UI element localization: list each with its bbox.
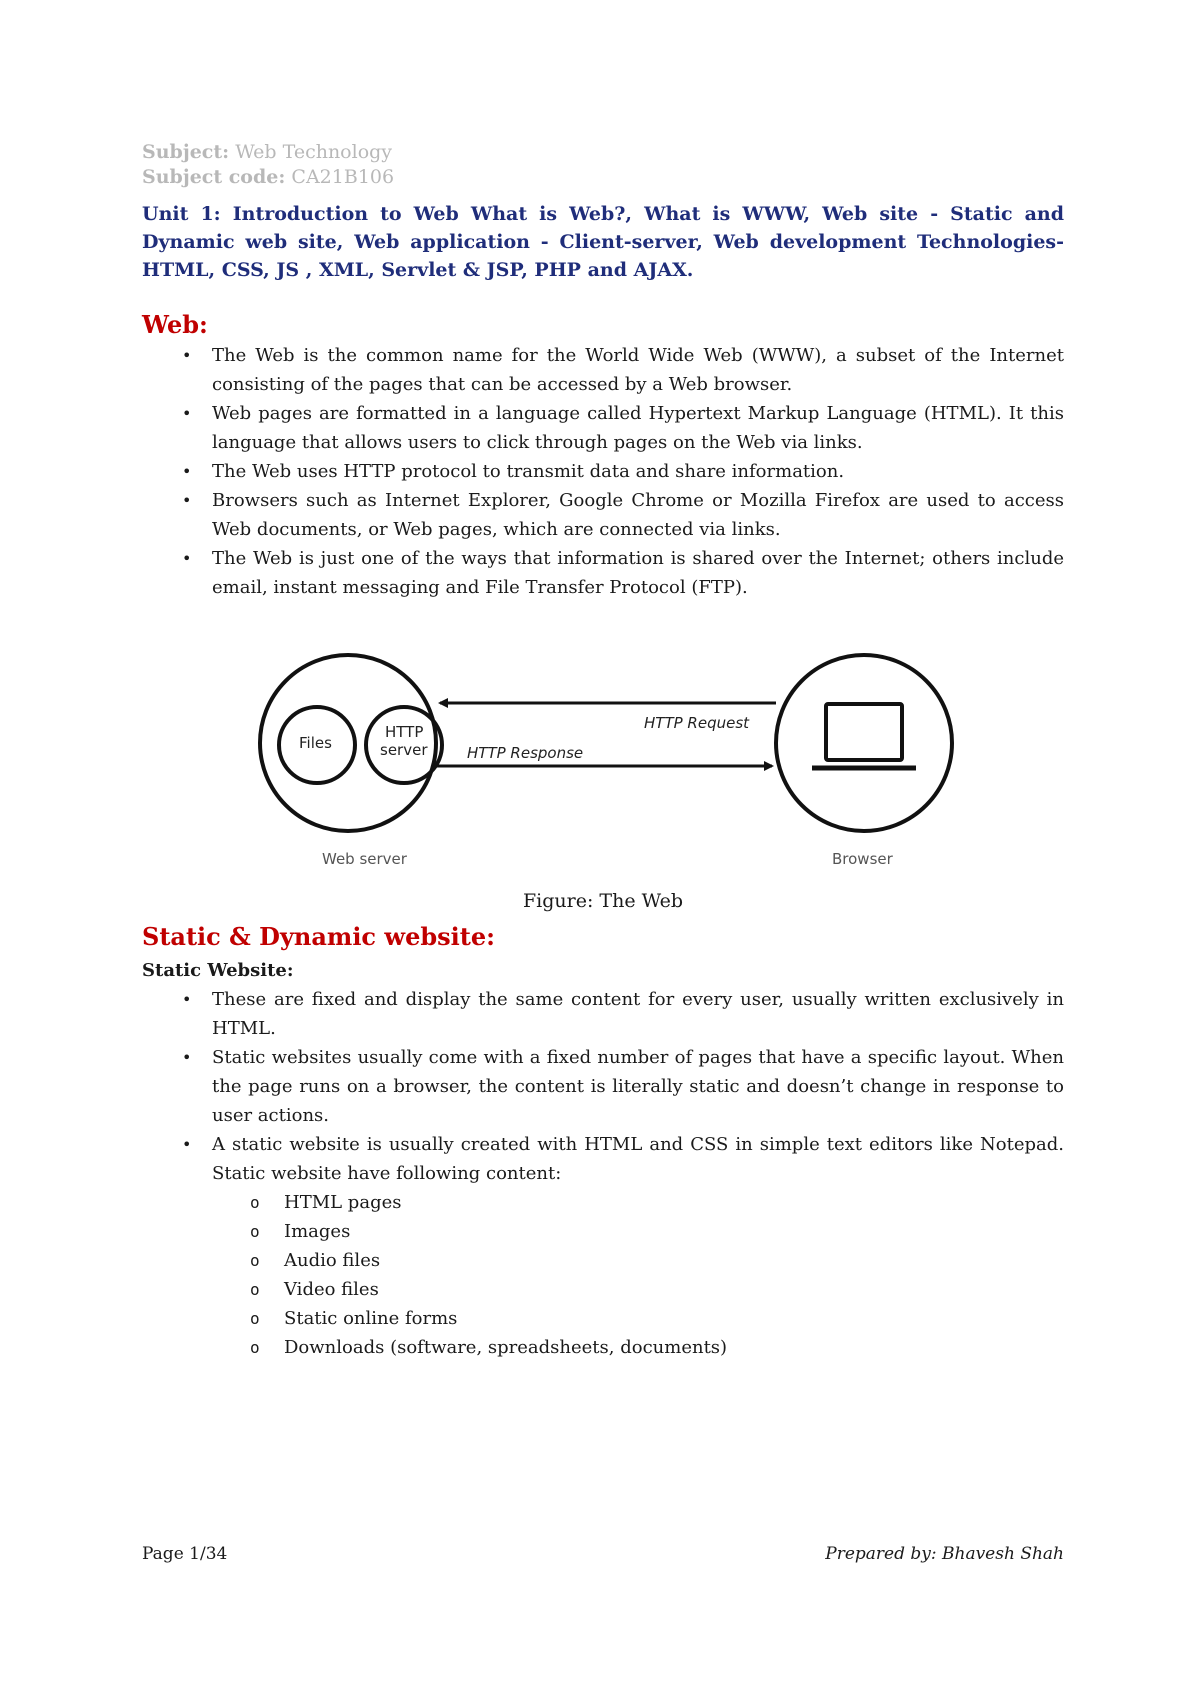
bullet-icon: • — [182, 404, 192, 423]
files-label: Files — [299, 734, 332, 752]
page-number: Page 1/34 — [142, 1544, 228, 1564]
web-bullet-list — [142, 341, 1064, 602]
circle-bullet-icon: o — [250, 1280, 260, 1299]
static-content-sublist — [142, 1188, 1064, 1362]
static-bullet-list — [142, 985, 1064, 1188]
subject-value: Web Technology — [235, 141, 393, 163]
list-item: • The Web is just one of the ways that information is shared over the Internet; others include email, instant messaging and File Transfer Protocol (FTP). — [142, 544, 1064, 602]
browser-circle — [776, 655, 952, 831]
subject-code-value: CA21B106 — [291, 166, 395, 188]
list-item: • Browsers such as Internet Explorer, Google Chrome or Mozilla Firefox are used to access Web documents, or Web pages, which are connected via links. — [142, 486, 1064, 544]
web-diagram — [142, 638, 1064, 878]
list-item: o Audio files — [142, 1246, 1064, 1275]
figure-caption: Figure: The Web — [522, 890, 683, 912]
list-item: o Images — [142, 1217, 1064, 1246]
http-server-label: HTTP — [385, 723, 424, 741]
bullet-icon: • — [182, 1135, 192, 1154]
list-item: • The Web is the common name for the World Wide Web (WWW), a subset of the Internet consisting of the pages that can be accessed by a Web browser. — [142, 341, 1064, 399]
subject-line — [142, 140, 1064, 165]
web-diagram-svg — [142, 638, 1064, 878]
list-item: o Downloads (software, spreadsheets, documents) — [142, 1333, 1064, 1362]
http-response-label: HTTP Response — [467, 744, 584, 762]
browser-caption: Browser — [832, 850, 893, 868]
document-page — [142, 140, 1064, 1362]
circle-bullet-icon: o — [250, 1193, 260, 1212]
subject-code-label: Subject code: — [142, 166, 286, 188]
bullet-icon: • — [182, 549, 192, 568]
unit-overview: Unit 1: Introduction to Web What is Web?, What is WWW, Web site - Static and Dynamic web site, Web application - Client-server, Web development Technologies- HTML, CSS, JS , XML, Servlet & JSP, PHP and AJAX. — [142, 203, 1064, 281]
bullet-icon: • — [182, 346, 192, 365]
prepared-by: Prepared by: Bhavesh Shah — [825, 1544, 1064, 1564]
list-item: • Web pages are formatted in a language called Hypertext Markup Language (HTML). It this language that allows users to click through pages on the Web via links. — [142, 399, 1064, 457]
list-item: • A static website is usually created with HTML and CSS in simple text editors like Notepad. Static website have following content: — [142, 1130, 1064, 1188]
bullet-icon: • — [182, 491, 192, 510]
web-server-caption: Web server — [322, 850, 407, 868]
http-request-label: HTTP Request — [644, 714, 750, 732]
subject-code-line — [142, 165, 1064, 190]
list-item: o Video files — [142, 1275, 1064, 1304]
static-website-subheading: Static Website: — [142, 960, 294, 981]
circle-bullet-icon: o — [250, 1251, 260, 1270]
bullet-icon: • — [182, 1048, 192, 1067]
list-item: • Static websites usually come with a fixed number of pages that have a specific layout. When the page runs on a browser, the content is literally static and doesn’t change in response to user actions. — [142, 1043, 1064, 1130]
static-dynamic-heading: Static & Dynamic website: — [142, 922, 495, 951]
circle-bullet-icon: o — [250, 1222, 260, 1241]
list-item: o HTML pages — [142, 1188, 1064, 1217]
list-item: o Static online forms — [142, 1304, 1064, 1333]
http-server-label-line2: server — [380, 741, 428, 759]
circle-bullet-icon: o — [250, 1338, 260, 1357]
laptop-icon — [812, 704, 916, 768]
subject-label: Subject: — [142, 141, 230, 163]
circle-bullet-icon: o — [250, 1309, 260, 1328]
list-item: • The Web uses HTTP protocol to transmit data and share information. — [142, 457, 1064, 486]
bullet-icon: • — [182, 462, 192, 481]
bullet-icon: • — [182, 990, 192, 1009]
list-item: • These are fixed and display the same content for every user, usually written exclusively in HTML. — [142, 985, 1064, 1043]
web-heading: Web: — [142, 310, 208, 339]
